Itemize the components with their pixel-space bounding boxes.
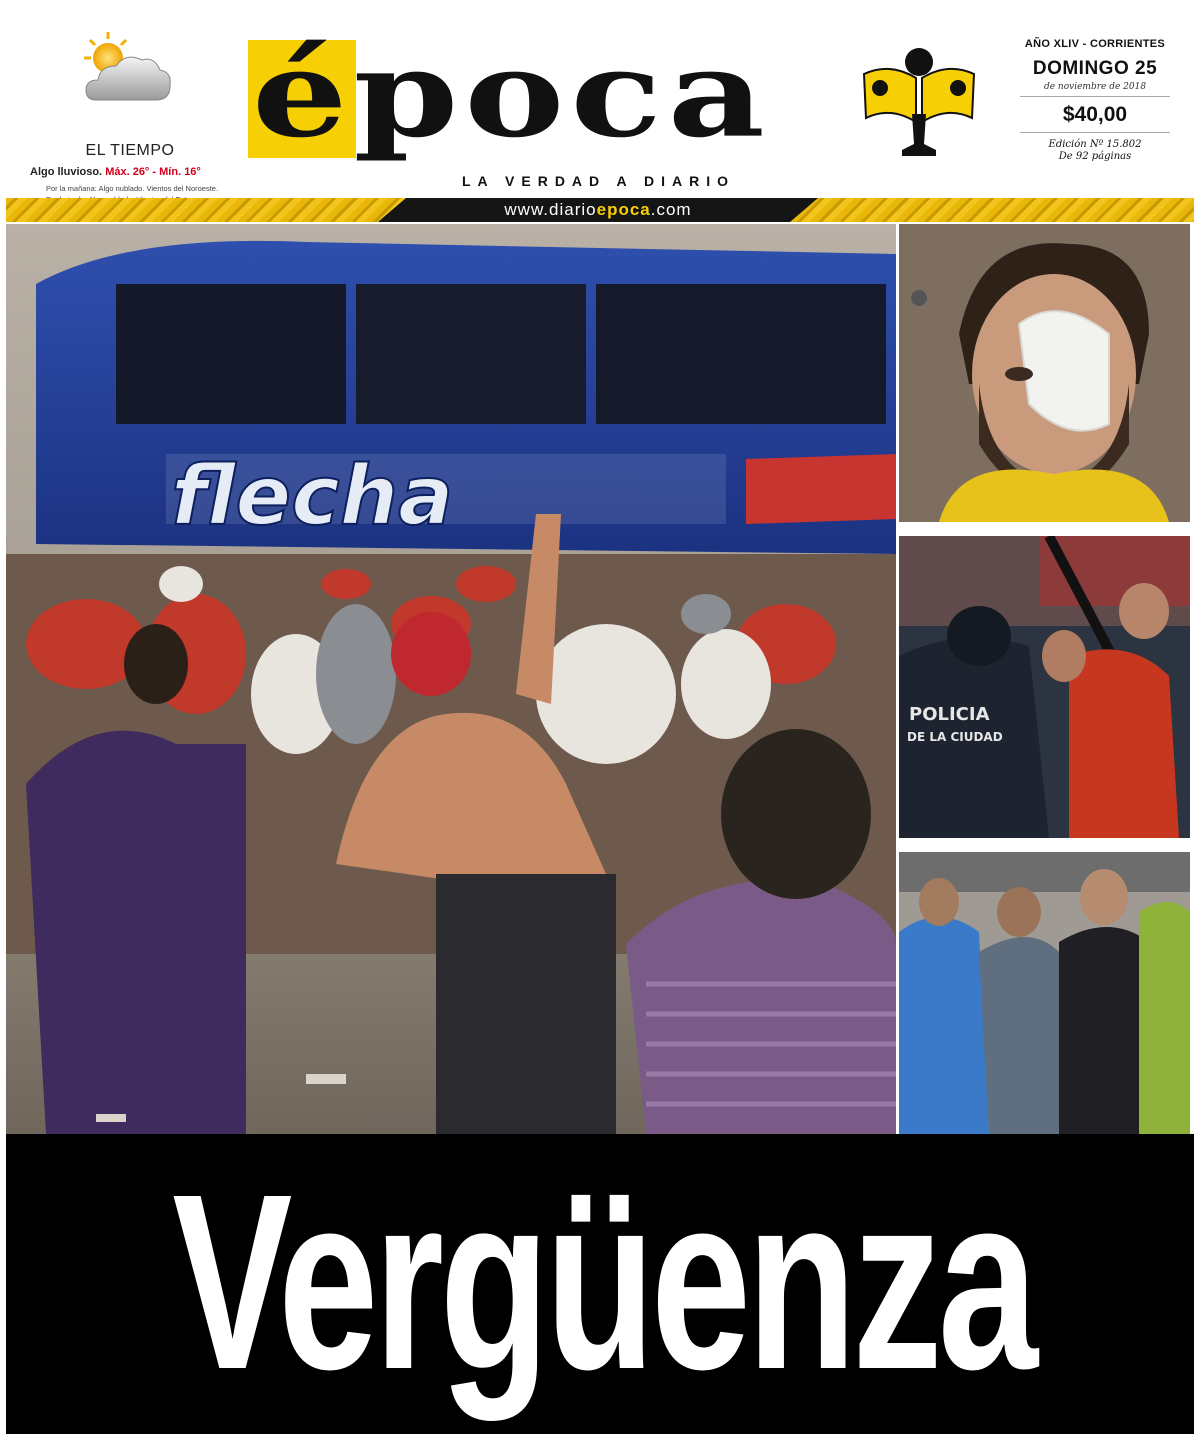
url-highlight: epoca	[596, 200, 651, 219]
police-label-1: POLICIA	[909, 704, 990, 725]
max-temp: Máx. 26°	[105, 166, 150, 178]
year-city: AÑO XLIV - CORRIENTES	[1024, 38, 1166, 50]
masthead-tagline: LA VERDAD A DIARIO	[462, 173, 735, 189]
min-temp: Mín. 16°	[159, 166, 201, 178]
police-clash-illustration	[899, 536, 1190, 838]
photo-player-escorted	[899, 852, 1190, 1134]
edition-day: DOMINGO 25	[1032, 58, 1158, 79]
partly-cloudy-icon	[82, 30, 174, 108]
temp-separator: -	[152, 166, 157, 178]
url-band	[6, 198, 1194, 222]
weather-summary	[30, 166, 230, 178]
main-headline: Vergüenza	[172, 1142, 1034, 1421]
photo-police-clash	[899, 536, 1190, 838]
player-escorted-illustration	[899, 852, 1190, 1134]
masthead-name: época	[252, 23, 771, 165]
edition-info	[1010, 38, 1180, 162]
edition-price: $40,00	[1020, 103, 1170, 133]
injured-player-illustration	[899, 224, 1190, 522]
weather-label: EL TIEMPO	[30, 142, 230, 160]
url-prefix: www.diario	[504, 200, 597, 219]
edition-number: Edición Nº 15.802	[1048, 139, 1142, 150]
bus-brand-text: flecha	[171, 449, 454, 544]
edition-pages: De 92 páginas	[1058, 151, 1132, 162]
url-suffix: .com	[650, 200, 692, 219]
main-photo-illustration	[6, 224, 896, 1134]
masthead	[248, 23, 868, 190]
forecast-text: Algo lluvioso.	[30, 166, 103, 178]
website-link[interactable]	[378, 198, 818, 222]
photo-injured-player	[899, 224, 1190, 522]
headline-bar	[6, 1134, 1194, 1434]
weather-box	[30, 26, 230, 193]
main-photo-bus-attack	[6, 224, 896, 1134]
reader-mascot-icon	[860, 44, 978, 160]
police-label-2: DE LA CIUDAD	[907, 730, 1003, 744]
weather-morning: Por la mañana: Algo nublado. Vientos del Noroeste.	[46, 184, 219, 193]
edition-date: de noviembre de 2018	[1020, 82, 1170, 97]
